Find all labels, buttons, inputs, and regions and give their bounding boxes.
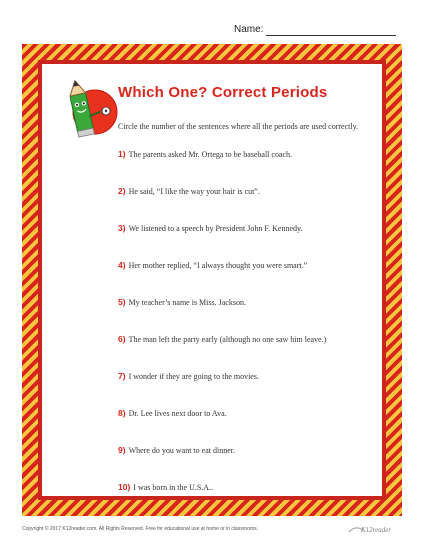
question-number[interactable]: 3) [118, 223, 126, 233]
question-item [118, 149, 292, 159]
striped-border-frame [22, 44, 402, 516]
question-item [118, 371, 259, 381]
worksheet-title: Which One? Correct Periods [118, 84, 328, 101]
question-number[interactable]: 9) [118, 445, 126, 455]
name-field[interactable] [226, 24, 396, 38]
question-number[interactable]: 7) [118, 371, 126, 381]
copyright-text: Copyright © 2017 K12reader.com. All Rights Reserved. Free for educational use at home or in classrooms. [22, 526, 259, 532]
question-text: Her mother replied, “I always thought you were smart.” [128, 261, 308, 270]
page-footer [22, 523, 403, 535]
question-item [118, 445, 235, 455]
worksheet-panel [42, 64, 382, 496]
question-item [118, 408, 227, 418]
question-text: Dr. Lee lives next door to Ava. [128, 409, 227, 418]
question-item [118, 223, 303, 233]
k12reader-logo-icon [347, 523, 403, 535]
question-number[interactable]: 4) [118, 260, 126, 270]
question-text: We listened to a speech by President John F. Kennedy. [128, 224, 303, 233]
question-number[interactable]: 2) [118, 186, 126, 196]
question-item [118, 334, 326, 344]
question-item [118, 482, 213, 492]
question-number[interactable]: 5) [118, 297, 126, 307]
instructions-text: Circle the number of the sentences where all the periods are used correctly. [118, 122, 359, 131]
question-number[interactable]: 6) [118, 334, 126, 344]
question-text: Where do you want to eat dinner. [128, 446, 235, 455]
question-text: My teacher’s name is Miss. Jackson. [128, 298, 246, 307]
question-item [118, 186, 260, 196]
question-number[interactable]: 1) [118, 149, 126, 159]
name-label: Name: [234, 24, 264, 35]
pencil-mascot-icon [56, 74, 126, 144]
question-number[interactable]: 10) [118, 482, 131, 492]
question-item [118, 260, 307, 270]
question-item [118, 297, 246, 307]
question-text: He said, “I like the way your hair is cut”. [128, 187, 260, 196]
question-text: I wonder if they are going to the movies. [128, 372, 259, 381]
question-number[interactable]: 8) [118, 408, 126, 418]
name-underline[interactable] [266, 35, 396, 36]
question-text: The man left the party early (although no one saw him leave.) [128, 335, 327, 344]
question-text: I was born in the U.S.A.. [133, 483, 214, 492]
question-text: The parents asked Mr. Ortega to be baseball coach. [128, 150, 293, 159]
logo-text: K12reader [361, 526, 392, 534]
